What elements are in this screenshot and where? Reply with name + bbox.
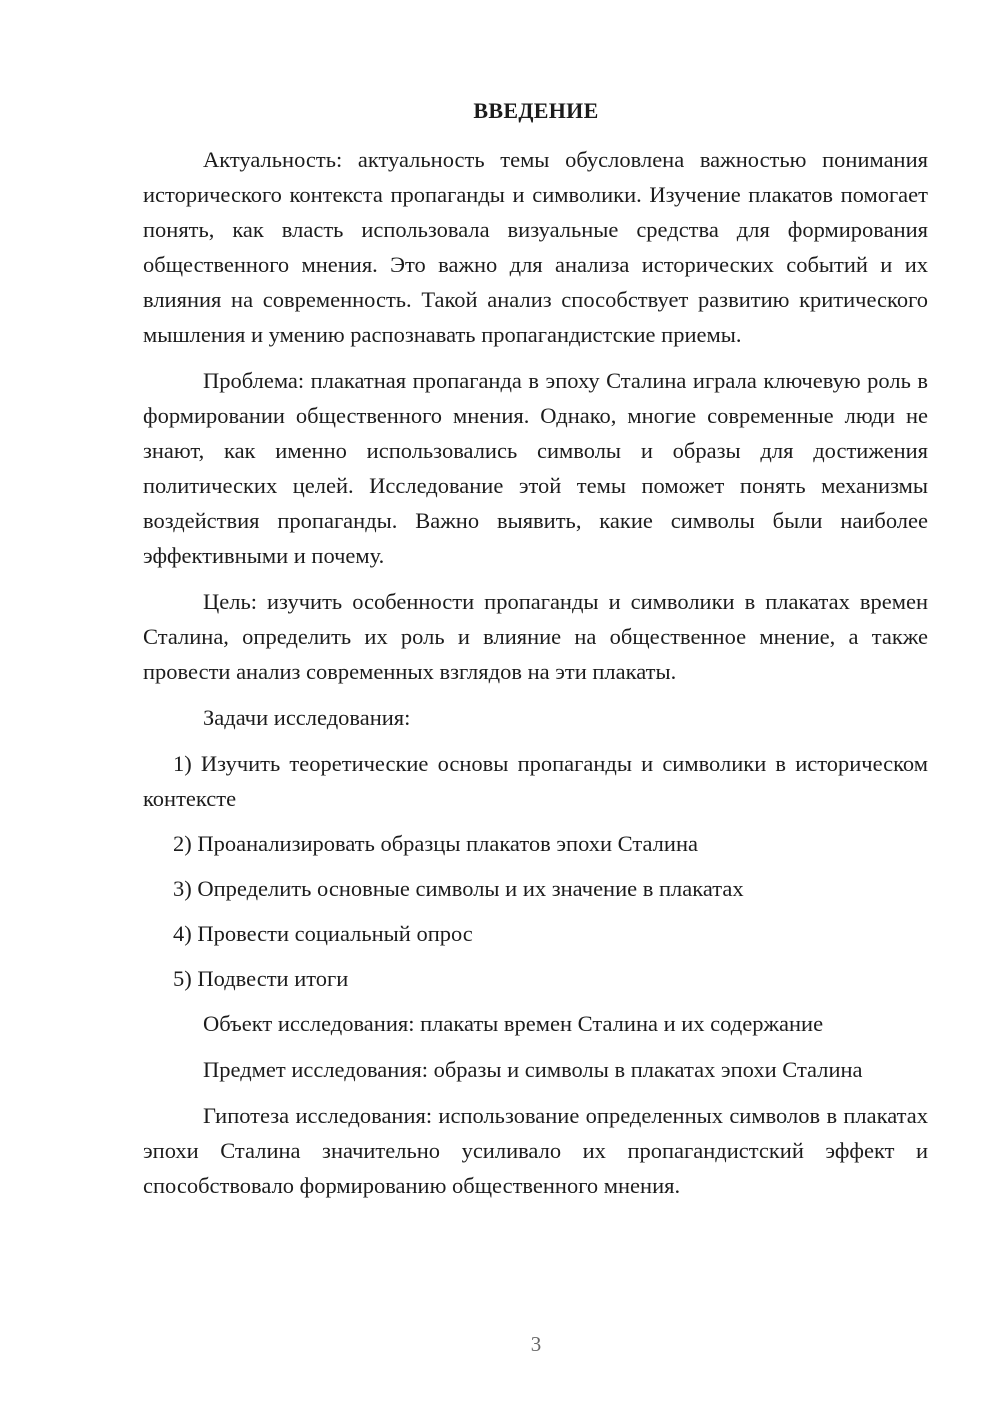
paragraph-hypothesis: Гипотеза исследования: использование определенных символов в плакатах эпохи Сталина значительно усиливало их пропагандистский эффект и способствовало формированию общественного мнения. xyxy=(143,1103,928,1198)
task-item-1: 1) Изучить теоретические основы пропаганды и символики в историческом контексте xyxy=(143,751,928,811)
paragraph-tasks-heading: Задачи исследования: xyxy=(203,705,411,730)
paragraph-relevance: Актуальность: актуальность темы обусловлена важностью понимания исторического контекста пропаганды и символики. Изучение плакатов помогает понять, как власть использовала визуальные средства для формирования общественного мнения. Это важно для анализа исторических событий и их влияния на современность. Такой анализ способствует развитию критического мышления и умению распознавать пропагандистские приемы. xyxy=(143,147,928,347)
page-number: 3 xyxy=(530,1332,542,1356)
task-item-4: 4) Провести социальный опрос xyxy=(173,921,473,946)
paragraph-object: Объект исследования: плакаты времен Сталина и их содержание xyxy=(203,1011,824,1036)
task-item-5: 5) Подвести итоги xyxy=(173,966,349,991)
document-body xyxy=(143,142,928,1214)
paragraph-problem: Проблема: плакатная пропаганда в эпоху Сталина играла ключевую роль в формировании общественного мнения. Однако, многие современные люди не знают, как именно использовались символы и образы для достижения политических целей. Исследование этой темы поможет понять механизмы воздействия пропаганды. Важно выявить, какие символы были наиболее эффективными и почему. xyxy=(143,368,928,568)
paragraph-subject: Предмет исследования: образы и символы в плакатах эпохи Сталина xyxy=(203,1057,863,1082)
task-item-3: 3) Определить основные символы и их значение в плакатах xyxy=(173,876,744,901)
task-item-2: 2) Проанализировать образцы плакатов эпохи Сталина xyxy=(173,831,698,856)
page-title: ВВЕДЕНИЕ xyxy=(473,98,599,123)
paragraph-goal: Цель: изучить особенности пропаганды и символики в плакатах времен Сталина, определить их роль и влияние на общественное мнение, а также провести анализ современных взглядов на эти плакаты. xyxy=(143,589,928,684)
